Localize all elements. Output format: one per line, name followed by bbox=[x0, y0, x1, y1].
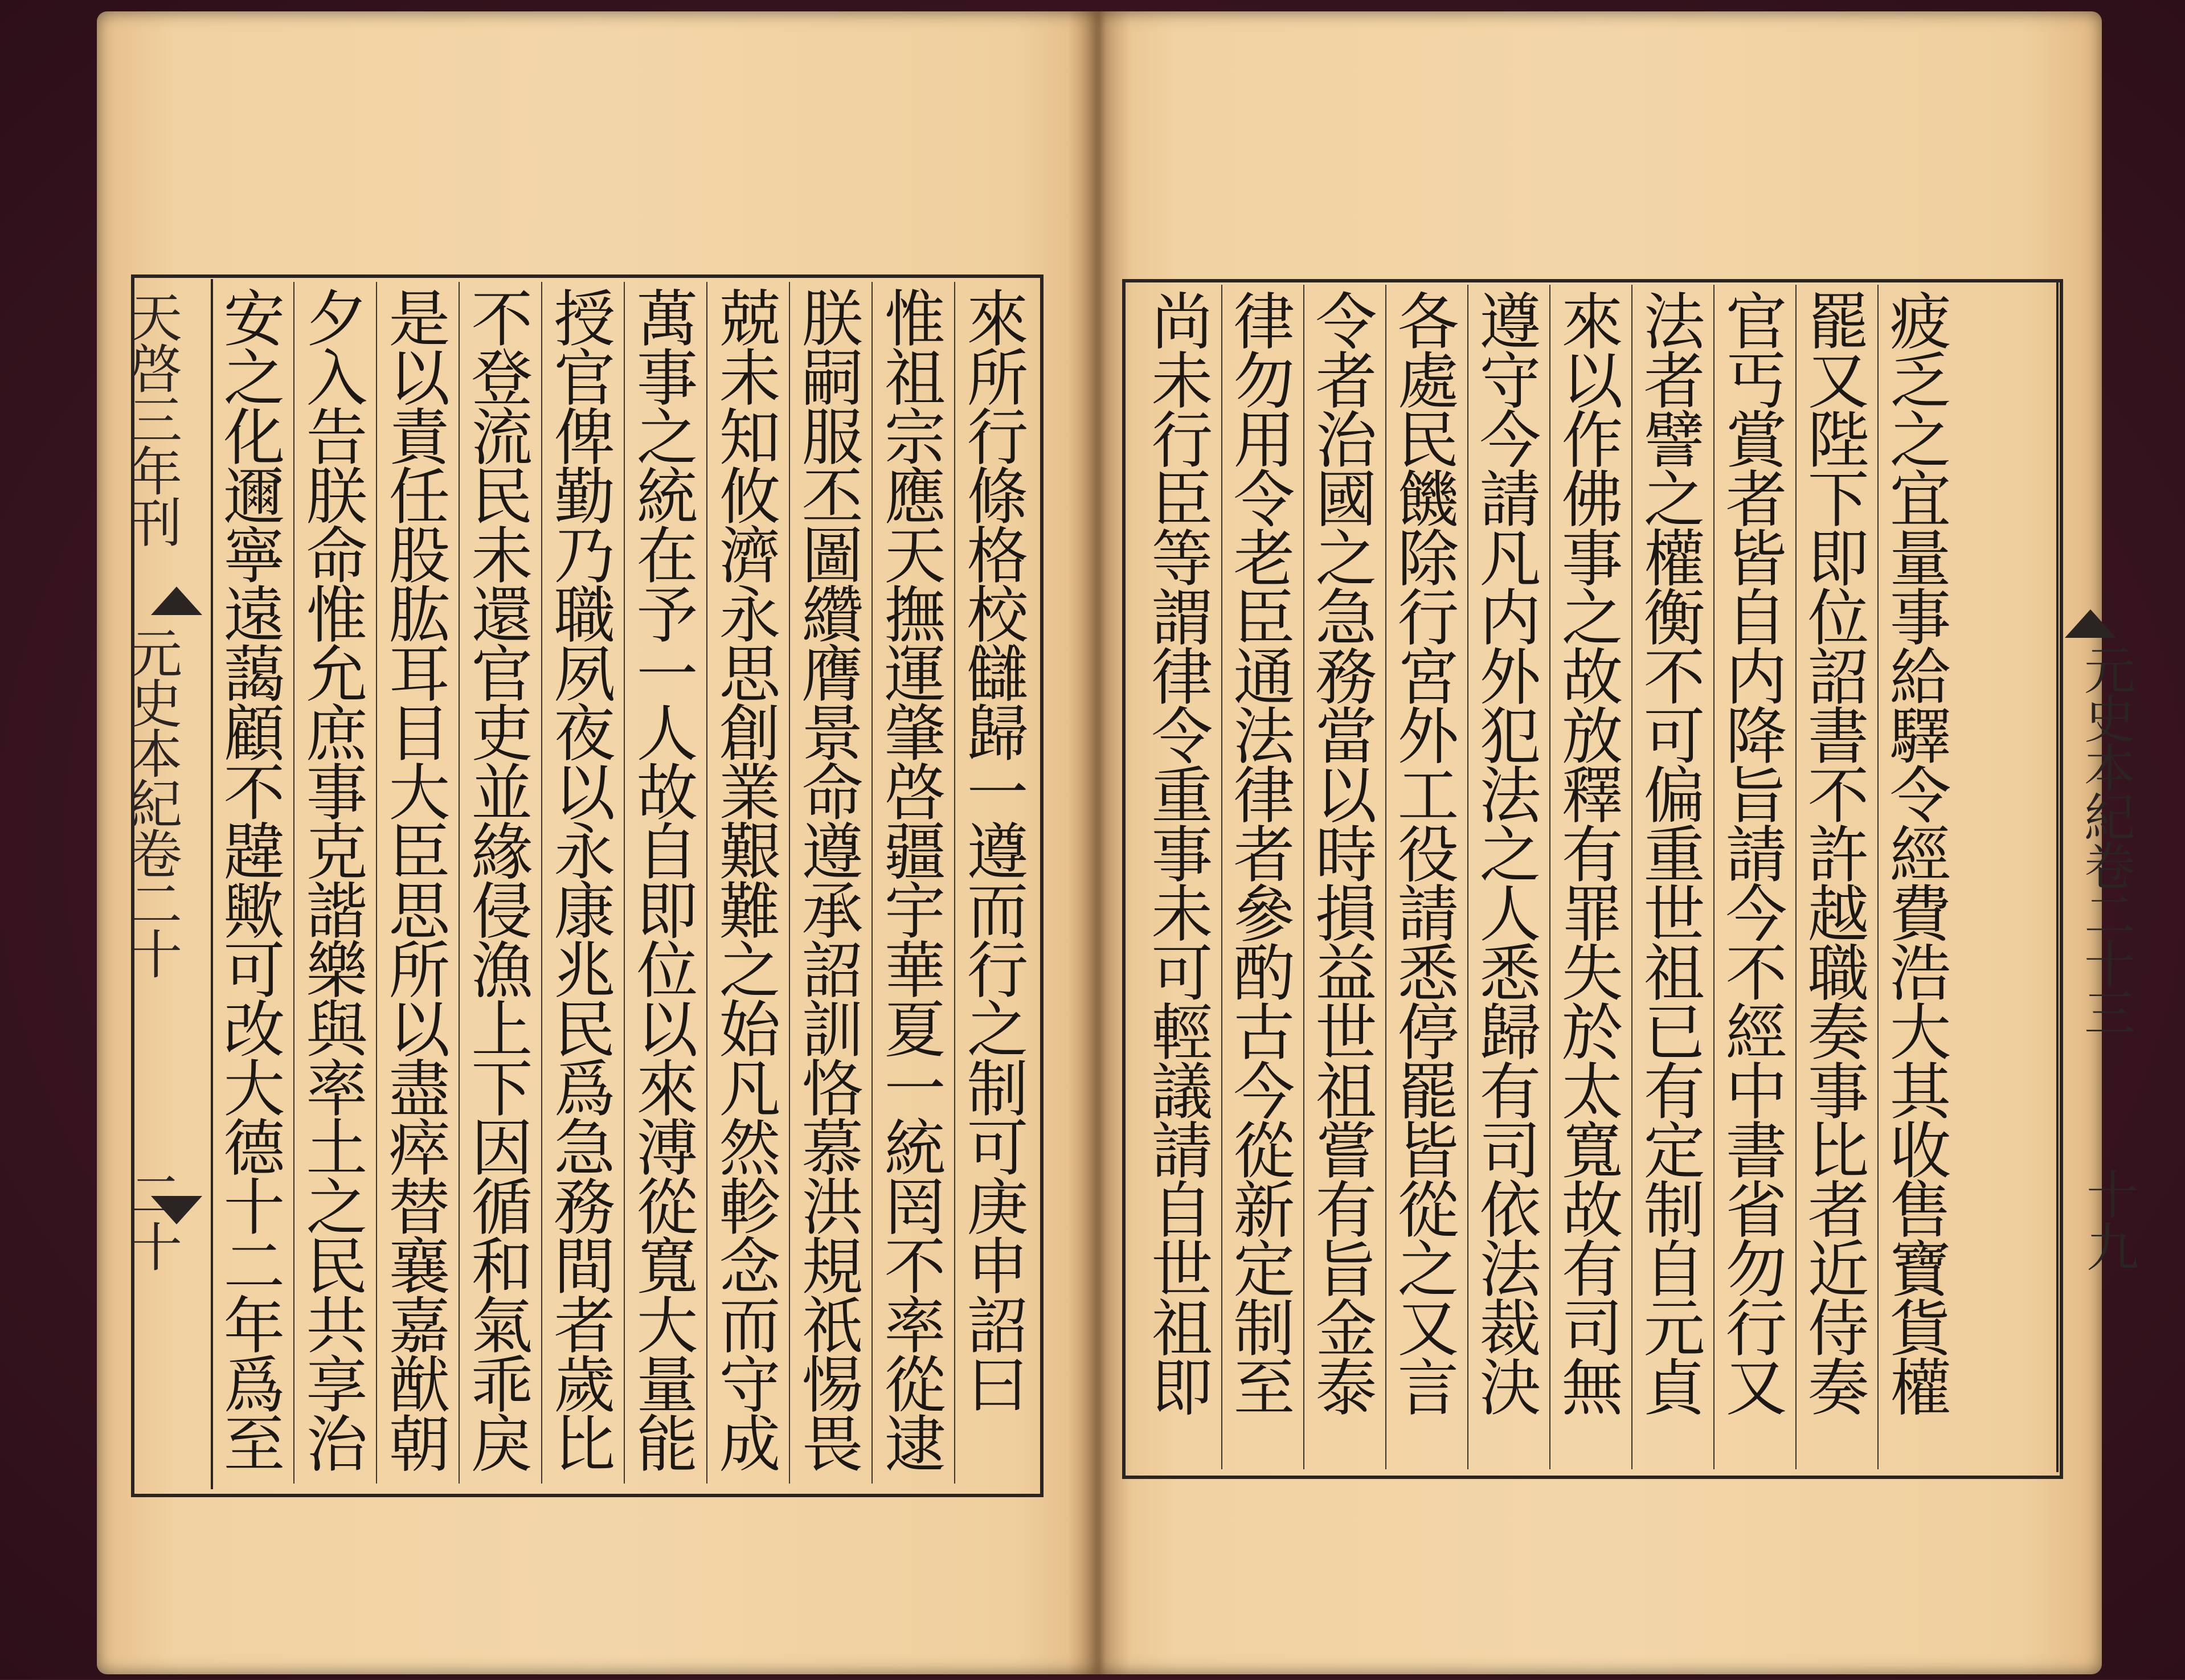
text-column: 尚未行臣等謂律令重事未可輕議請自世祖即 bbox=[1140, 289, 1212, 1415]
text-column: 疲乏之宜量事給驛令經費浩大其收售寶貨權 bbox=[1877, 285, 1959, 1469]
text-column: 授官俾勤乃職夙夜以永康兆民爲急務間者歲比 bbox=[541, 282, 624, 1484]
left-margin-edition: 天啓三年刊 bbox=[121, 290, 182, 547]
book-gutter bbox=[1068, 11, 1131, 1674]
text-column: 不登流民未還官吏並緣侵漁上下因循和氣乖戾 bbox=[459, 282, 541, 1484]
text-column: 各處民饑除行宮外工役請悉停罷皆從之又言 bbox=[1385, 285, 1467, 1469]
open-book bbox=[97, 11, 2139, 1680]
text-column: 官丐賞者皆自内降旨請今不經中書省勿行又 bbox=[1713, 285, 1795, 1469]
left-text-columns bbox=[211, 282, 1037, 1484]
text-column: 是以責任股肱耳目大臣思所以盡瘁替襄嘉猷朝 bbox=[376, 282, 459, 1484]
text-column: 兢未知攸濟永思創業艱難之始凡然軫念而守成 bbox=[706, 282, 789, 1484]
text-column: 來以作佛事之故放釋有罪失於太寬故有司無 bbox=[1549, 285, 1631, 1469]
left-margin-title: 元史本紀卷二十 bbox=[121, 626, 182, 977]
text-column: 來所行條格校讎歸一遵而行之制可庚申詔曰 bbox=[954, 282, 1037, 1484]
text-column: 惟祖宗應天撫運肇啓疆宇華夏一統罔不率從逮 bbox=[871, 282, 954, 1484]
fish-tail-ornament-top bbox=[2065, 609, 2116, 638]
text-column: 夕入告朕命惟允庶事克諧樂與率土之民共享治 bbox=[293, 282, 376, 1484]
text-column: 萬事之統在予一人故自即位以來溥從寬大量能 bbox=[624, 282, 706, 1484]
text-column: 令者治國之急務當以時損益世祖嘗有旨金泰 bbox=[1303, 285, 1385, 1469]
left-page-number: 二十 bbox=[121, 1167, 182, 1272]
right-text-columns bbox=[1139, 285, 1959, 1469]
fish-tail-ornament-top bbox=[151, 587, 202, 615]
text-column: 律勿用令老臣通法律者參酌古今從新定制至 bbox=[1221, 285, 1303, 1469]
text-column: 安之化邇寧遠藹顧不韙歟可改大德十二年爲至 bbox=[212, 286, 284, 1471]
right-page-number: 十九 bbox=[2078, 1167, 2139, 1272]
text-column: 罷又陛下即位詔書不許越職奏事比者近侍奏 bbox=[1795, 285, 1877, 1469]
text-column: 法者譬之權衡不可偏重世祖已有定制自元貞 bbox=[1631, 285, 1713, 1469]
text-column: 遵守今請凡内外犯法之人悉歸有司依法裁決 bbox=[1467, 285, 1549, 1469]
right-margin-title: 元史本紀卷二十三 bbox=[2075, 644, 2135, 1035]
text-column: 朕嗣服丕圖纘膺景命遵承詔訓恪慕洪規祇惕畏 bbox=[789, 282, 871, 1484]
